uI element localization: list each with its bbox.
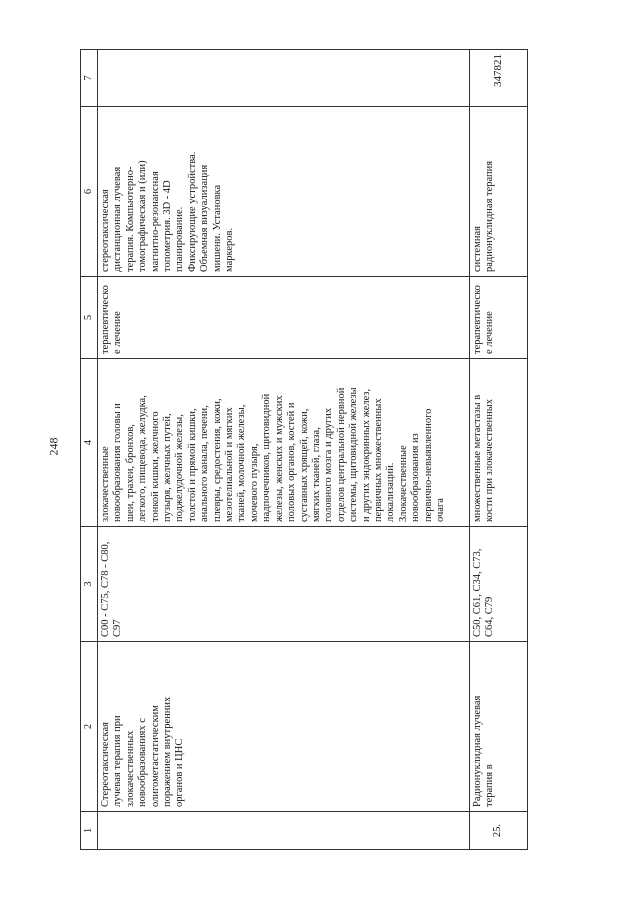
cost-norm: 347821 <box>470 50 528 107</box>
service-table <box>80 49 528 850</box>
rotated-page-content <box>80 50 528 850</box>
table-row <box>470 50 528 850</box>
row-number <box>98 812 470 850</box>
treatment-type: терапевтическо е лечение <box>470 277 528 359</box>
row-number: 25. <box>470 812 528 850</box>
column-header-6: 6 <box>81 107 98 277</box>
service-name: Стереотаксическая лучевая терапия при злокачественных новообразованиях с олигометастатическим поражением внутренних органов и ЦНС <box>98 642 470 812</box>
column-header-7: 7 <box>81 50 98 107</box>
treatment-type: терапевтическо е лечение <box>98 277 470 359</box>
icd-codes: C00 - C75, C78 - C80, C97 <box>98 527 470 642</box>
column-header-3: 3 <box>81 527 98 642</box>
treatment-method: системная радионуклидная терапия <box>470 107 528 277</box>
column-header-2: 2 <box>81 642 98 812</box>
service-name: Радионуклидная лучевая терапия в <box>470 642 528 812</box>
patient-model: злокачественные новообразования головы и шеи, трахеи, бронхов, легкого, пищевода, желудка, тонкой кишки, желчного пузыря, желчных путей, поджелудочной железы, толстой и прямой кишки, анального канала, печени, плевры, средостения, кожи, мезотелиальной и мягких тканей, молочной железы, мочевого пузыря, надпочечников, щитовидной железы, женских и мужских половых органов, костей и суставных хрящей, кожи, мягких тканей, глаза, головного мозга и других отделов центральной нервной системы, щитовидной железы и других эндокринных желез, первичных множественных локализаций. Злокачественные новообразования из первично-невыявленного очага <box>98 359 470 527</box>
treatment-method: стереотаксическая дистанционная лучевая терапия. Компьютерно- томографическая и (или) магнитно-резонансная топометрия. 3D - 4D планирование. Фиксирующие устройства. Объемная визуализация мишени. Установка маркеров. <box>98 107 470 277</box>
page-number: 248 <box>46 437 61 456</box>
column-header-4: 4 <box>81 359 98 527</box>
cost-norm <box>98 50 470 107</box>
column-header-1: 1 <box>81 812 98 850</box>
column-header-5: 5 <box>81 277 98 359</box>
patient-model: множественные метастазы в кости при злокачественных <box>470 359 528 527</box>
column-number-row <box>81 50 98 850</box>
table-row <box>98 50 470 850</box>
icd-codes: C50, C61, C34, C73, C64, C79 <box>470 527 528 642</box>
